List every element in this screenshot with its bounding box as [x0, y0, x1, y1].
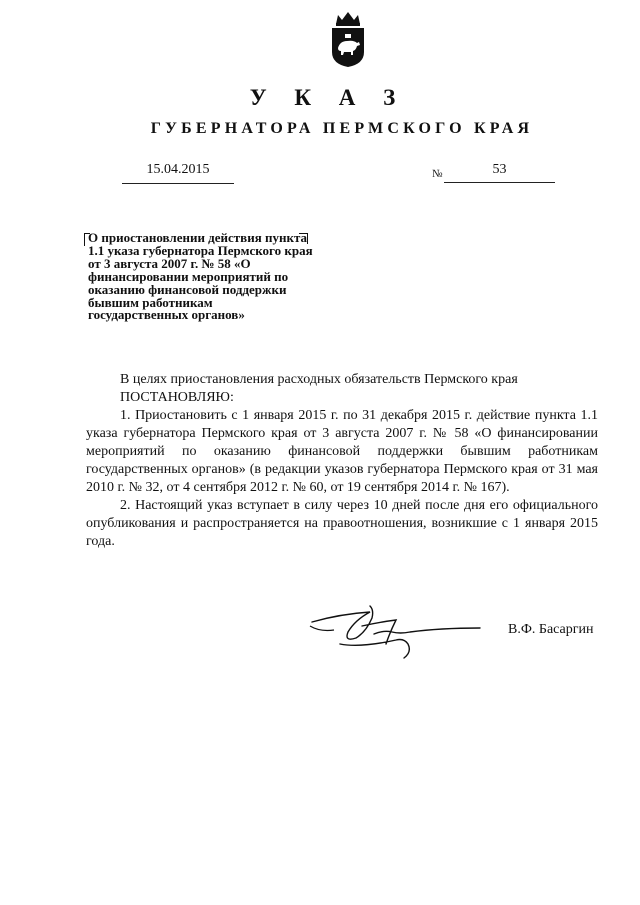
clause-2-paragraph: 2. Настоящий указ вступает в силу через 10 дней после дня его официального опубликования и распространяется на правоотношения, возникшие с 1 января 2015 года.: [86, 498, 598, 549]
signer-name: В.Ф. Басаргин: [508, 622, 594, 637]
date-underline: [122, 183, 234, 184]
document-number: 53: [492, 162, 507, 177]
document-body: [86, 371, 598, 551]
document-date: 15.04.2015: [146, 162, 210, 177]
handwritten-signature: [300, 592, 500, 672]
issuer-title: ГУБЕРНАТОРА ПЕРМСКОГО КРАЯ: [150, 120, 534, 137]
number-underline: [444, 182, 555, 183]
clause-1-paragraph: 1. Приостановить с 1 января 2015 г. по 31 декабря 2015 г. действие пункта 1.1 указа губернатора Пермского края от 3 августа 2007 г. № 58 «О финансировании мероприятий по оказанию финансовой поддержки бывшим работникам государственных органов» (в редакции указов губернатора Пермского края от 31 мая 2010 г. № 32, от 4 сентября 2012 г. № 60, от 19 сентября 2014 г. № 167).: [86, 408, 598, 495]
preamble-paragraph: В целях приостановления расходных обязательств Пермского края: [120, 372, 518, 387]
coat-of-arms-emblem: [328, 10, 368, 68]
document-title: У К А З: [249, 85, 407, 110]
number-sign: №: [432, 168, 443, 180]
decree-word: ПОСТАНОВЛЯЮ:: [120, 390, 234, 405]
document-subject: О приостановлении действия пункта 1.1 указа губернатора Пермского края от 3 августа 2007 г. № 58 «О финансировании мероприятий по оказанию финансовой поддержки бывшим работникам государственных органов»: [88, 230, 313, 323]
